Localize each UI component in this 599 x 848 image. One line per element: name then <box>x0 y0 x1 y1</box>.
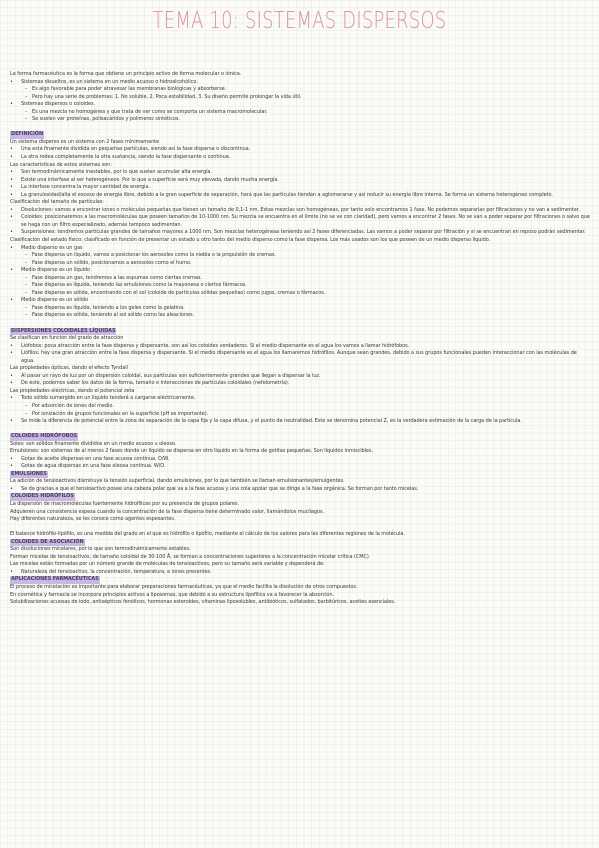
line-text: Es algo favorable para poder atravesar las membranas biológicas y absorberse. <box>32 86 227 93</box>
bullet-item <box>10 154 590 162</box>
line-text: Se da gracias a que el tensioactivo posee una cabeza polar que va a la fase acuosa y una cola apolar que se dirige a la fase orgánica. Se forman por tanto micelas. <box>21 485 419 492</box>
paragraph <box>10 199 590 207</box>
line-text: Una está finamente dividida en pequeñas partículas, siendo así la fase dispersa o discontinua. <box>21 146 251 153</box>
line-text: La adición de tensioactivos disminuye la tensión superficial, dando emulsiones, por lo que también se llaman emulsionantes/emulgentes. <box>10 478 345 485</box>
bullet-item <box>10 146 590 154</box>
line-text: La dispersión de macromoléculas fuertemente hidrofílicas por su presencia de grupos polares. <box>10 501 240 508</box>
line-text: Sistemas disueltos, es un sistema en un medio acuoso o hidroalcohólico. <box>21 78 198 85</box>
line-text: Suspensiones: tendremos partículas grandes de tamaños mayores a 1000 nm. Son mezclas heterogéneas teniendo así 2 fases diferenciadas. Las vamos a poder separar por filtración y si se encuentran en reposo podrán sedimentar. <box>21 229 586 236</box>
line-text: La forma farmacéutica es la forma que obtiene un principio activo de forma molecular o iónica. <box>10 71 242 77</box>
line-text: Medio disperso es un sólido <box>21 297 89 304</box>
line-text: De este, podemos saber los datos de la forma, tamaño e interacciones de partículas coloidales (nefelometría). <box>21 380 290 387</box>
line-text: Se suelen ver proteínas, polisacáridos y polímeros sintéticos. <box>32 116 180 123</box>
bullet-item <box>10 101 590 109</box>
line-text: Naturaleza del tensioactivo, la concentración, temperatura, e iones presentes. <box>21 568 212 575</box>
paragraph <box>10 561 590 569</box>
line-text: Fase dispersa es líquida, teniendo a los geles como la gelatina. <box>32 304 185 311</box>
section-heading-text: DEFINICIÓN <box>11 131 44 138</box>
line-text: Son termodinámicamente inestables, por lo que suelen acumular alta energía. <box>21 169 212 176</box>
line-text: La otra rodea completamente la otra sustancia, siendo la fase dispersante o continua. <box>21 153 231 160</box>
bullet-item <box>10 184 590 192</box>
sub-bullet-item <box>10 411 590 419</box>
bullet-item <box>10 169 590 177</box>
line-text: El proceso de micelación es importante para elaborar preparaciones farmacéuticas, ya que el medio facilita la disolución de otros compuestos. <box>10 584 358 590</box>
line-text: Soles: son sólidos finamente divididos en un medio acuoso u oleoso. <box>10 440 177 447</box>
line-text: Medio disperso es un gas <box>21 244 83 251</box>
bullet-item <box>10 267 590 275</box>
line-text: Fase dispersa un líquido, vamos a posicionar los aerosoles como la niebla o la propulsión de cremas. <box>32 252 276 259</box>
line-text: Es una mezcla no homogénea y que trata de ver como se comporta un sistema macromolecular. <box>32 108 268 115</box>
paragraph <box>10 599 590 607</box>
line-text: Adquieren una consistencia espesa cuando la concentración de la fase dispersa tiene determinado valor, llamándolos mucílagos. <box>10 508 324 515</box>
line-text: Hay diferentes naturaleza, se les conoce como agentes espesantes. <box>10 516 176 523</box>
paragraph <box>10 71 590 79</box>
line-text: Se mide la diferencia de potencial entre la zona de separación de la capa fija y la capa difusa, y el punto de neutralidad. Este se denomina potencial Z, es la verdadera estimación de la carga de la partícula. <box>21 418 522 425</box>
bullet-item <box>10 380 590 388</box>
line-text: Existe una interfase al ser heterogéneos. Por lo que a superficie será muy elevada, dando mucha energía. <box>21 176 279 183</box>
section-heading <box>10 433 590 441</box>
section-heading <box>10 131 590 139</box>
line-text: Liófobos: poca atracción entre la fase dispersa y dispersante, son así los coloides verdaderos. Si el medio dispersante es el agua los vamos a llamar hidrófobos. <box>21 342 410 349</box>
sub-bullet-item <box>10 252 590 260</box>
bullet-item <box>10 569 590 577</box>
line-text: Clasificación del tamaño de partículas: <box>10 199 104 206</box>
bullet-item <box>10 245 590 253</box>
paragraph <box>10 237 590 245</box>
paragraph <box>10 592 590 600</box>
line-text: La granulosidad/alta el exceso de energía libre, debido a la gran superficie de separación, hará que las partículas tiendan a aglomerarse y así reducir su energía libre interna. Se forma un sistema heterogéneo completo. <box>21 191 553 198</box>
bullet-item <box>10 456 590 464</box>
line-text: Por ionización de grupos funcionales en la superficie (pH es importante). <box>32 410 209 417</box>
line-text: Forman micelas de tensioactivos, de tamaño coloidal de 30-100 Å, se forman a concentraciones superiores a la concentración micelar crítica (CMC). <box>10 553 371 560</box>
line-text: El balance hidrófilo-lipófilo, es una medida del grado en el que es hidrófilo o lipófilo, mediante el cálculo de los valores para las diferentes regiones de la molécula. <box>10 531 405 538</box>
section-heading <box>10 328 590 336</box>
paragraph <box>10 162 590 170</box>
line-text: Al pasar un rayo de luz por un dispersión coloidal, sus partículas son suficientemente grandes que llegan a dispersar la luz. <box>21 372 321 379</box>
line-text: Todo sólido sumergido en un líquido tenderá a cargarse eléctricamente. <box>21 395 196 402</box>
section-heading-text: APLICACIONES FARMACÉUTICAS <box>11 576 99 583</box>
line-text: Fase dispersa un gas, tendremos a las espumas como ciertas cremas. <box>32 274 202 281</box>
paragraph <box>10 501 590 509</box>
line-text: Las micelas están formadas por un número grande de moléculas de tensioactivos, pero su tamaño será variable y dependerá de: <box>10 561 325 568</box>
sub-bullet-item <box>10 312 590 320</box>
line-text: Medio disperso es un líquido <box>21 267 91 274</box>
sub-bullet-item <box>10 116 590 124</box>
section-heading <box>10 576 590 584</box>
sub-bullet-item <box>10 290 590 298</box>
line-text: Disoluciones: vamos a encontrar iones o moléculas pequeñas que tienen un tamaño de 0,1-1 nm. Estas mezclas son homogéneas, por tanto solo encontramos 1 fase. No podemos separarlas por filtraciones y no van a sedimentar. <box>21 206 580 213</box>
line-text: Sistemas dispersos o coloides. <box>21 101 96 108</box>
bullet-item <box>10 395 590 403</box>
bullet-item <box>10 418 590 426</box>
paragraph <box>10 546 590 554</box>
line-text: Solubilizaciones acuosas de iodo, antisépticos fenólicos, hormonas esteroides, vitaminas liposolubles, antibióticos, sulfatados, barbitúricos, aceites esenciales. <box>10 599 396 606</box>
bullet-item <box>10 297 590 305</box>
paragraph <box>10 584 590 592</box>
paragraph <box>10 335 590 343</box>
bullet-item <box>10 350 590 365</box>
bullet-item <box>10 79 590 87</box>
sub-bullet-item <box>10 86 590 94</box>
line-text: La interfase concentra la mayor cantidad de energía. <box>21 184 150 191</box>
line-text: Liófilos: hay una gran atracción entre la fase dispersa y dispersante. Si el medio dispersante es el agua los llamaremos hidrófilos. Aunque sean grandes, debido a sus grupos funcionales pueden interaccionar con las moléculas de agua. <box>21 350 579 364</box>
bullet-item <box>10 463 590 471</box>
notes-body <box>10 71 590 607</box>
paragraph <box>10 448 590 456</box>
line-text: En cosmética y farmacia se incorpora principios activos a liposomas, que debido a su estructura lipofílica va a favorecer la absorción. <box>10 591 334 598</box>
bullet-item <box>10 192 590 200</box>
line-text: Coloides: posicionaremos a las macromoléculas que poseen tamaños de 10-1000 nm. Su mezcla se encuentra en el límite (no se ve con claridad), pero vamos a encontrar 2 fases. No se van a poder separar por filtraciones o salvo que se haga con un filtro especializado, además tampoco sedimentan. <box>21 214 592 228</box>
sub-bullet-item <box>10 282 590 290</box>
line-text: Las propiedades ópticas, dando el efecto Tyndall <box>10 365 128 372</box>
line-text: Clasificación del estado físico: clasificado en función de presentar un estado u otro tanto del medio disperso como la fase dispersa. Los más usados son los que poseen de un medio disperso líquido. <box>10 236 491 243</box>
paragraph <box>10 516 590 524</box>
line-text: Fase dispersa es sólida, teniendo al sol sólido como las aleaciones. <box>32 312 194 319</box>
bullet-item <box>10 214 590 229</box>
line-text: Son disoluciones micelares, por lo que son termodinámicamente estables. <box>10 546 191 553</box>
line-text: Por adsorción de iones del medio. <box>32 402 114 409</box>
paragraph <box>10 365 590 373</box>
paragraph <box>10 531 590 539</box>
section-heading-text: EMULSIONES <box>11 470 47 477</box>
bullet-item <box>10 343 590 351</box>
bullet-item <box>10 486 590 494</box>
section-heading-text: DISPERSIONES COLOIDALES LÍQUIDAS <box>11 327 116 334</box>
line-text: Fase dispersa un sólido, posicionamos a aerosoles como el humo. <box>32 259 192 266</box>
paragraph <box>10 478 590 486</box>
section-heading-text: COLOIDES DE ASOCIACIÓN <box>11 538 84 545</box>
section-heading-text: COLOIDES HIDRÓFOBOS <box>11 433 78 440</box>
sub-bullet-item <box>10 94 590 102</box>
section-heading <box>10 493 590 501</box>
line-text: Pero hay una serie de problemas: 1. No soluble, 2. Poca estabilidad, 3. Su diseño permite prolongar la vida útil. <box>32 93 302 100</box>
section-heading-text: COLOIDES HIDRÓFILOS <box>11 493 74 500</box>
line-text: Emulsiones: son sistemas de al menos 2 fases donde un líquido se dispersa en otro líquido en la forma de gotitas pequeñas. Son líquidos inmiscibles. <box>10 448 373 455</box>
line-text: Fase dispersa es sólida, encontrando con el sol (coloide de partículas sólidas pequeñas) como jugos, cremas o fármacos. <box>32 289 326 296</box>
page-title: TEMA 10: SISTEMAS DISPERSOS <box>152 8 447 34</box>
line-text: Las propiedades eléctricas, dando el potencial zeta <box>10 387 135 394</box>
line-text: Gotas de agua dispersas en una fase oleosa continua. W/O. <box>21 463 166 470</box>
line-text: Un sistema disperso es un sistema con 2 fases mínimamente <box>10 138 160 145</box>
sub-bullet-item <box>10 403 590 411</box>
line-text: Las características de estos sistemas son: <box>10 161 112 168</box>
line-text: Gotas de aceite dispersas en una fase acuosa continua. O/W. <box>21 455 170 462</box>
line-text: Fase dispersa es líquida, teniendo las emulsiones como la mayonesa o ciertos fármacos. <box>32 282 247 289</box>
sub-bullet-item <box>10 260 590 268</box>
line-text: Se clasifican en función del grado de atracción <box>10 335 124 342</box>
paragraph <box>10 509 590 517</box>
bullet-item <box>10 229 590 237</box>
